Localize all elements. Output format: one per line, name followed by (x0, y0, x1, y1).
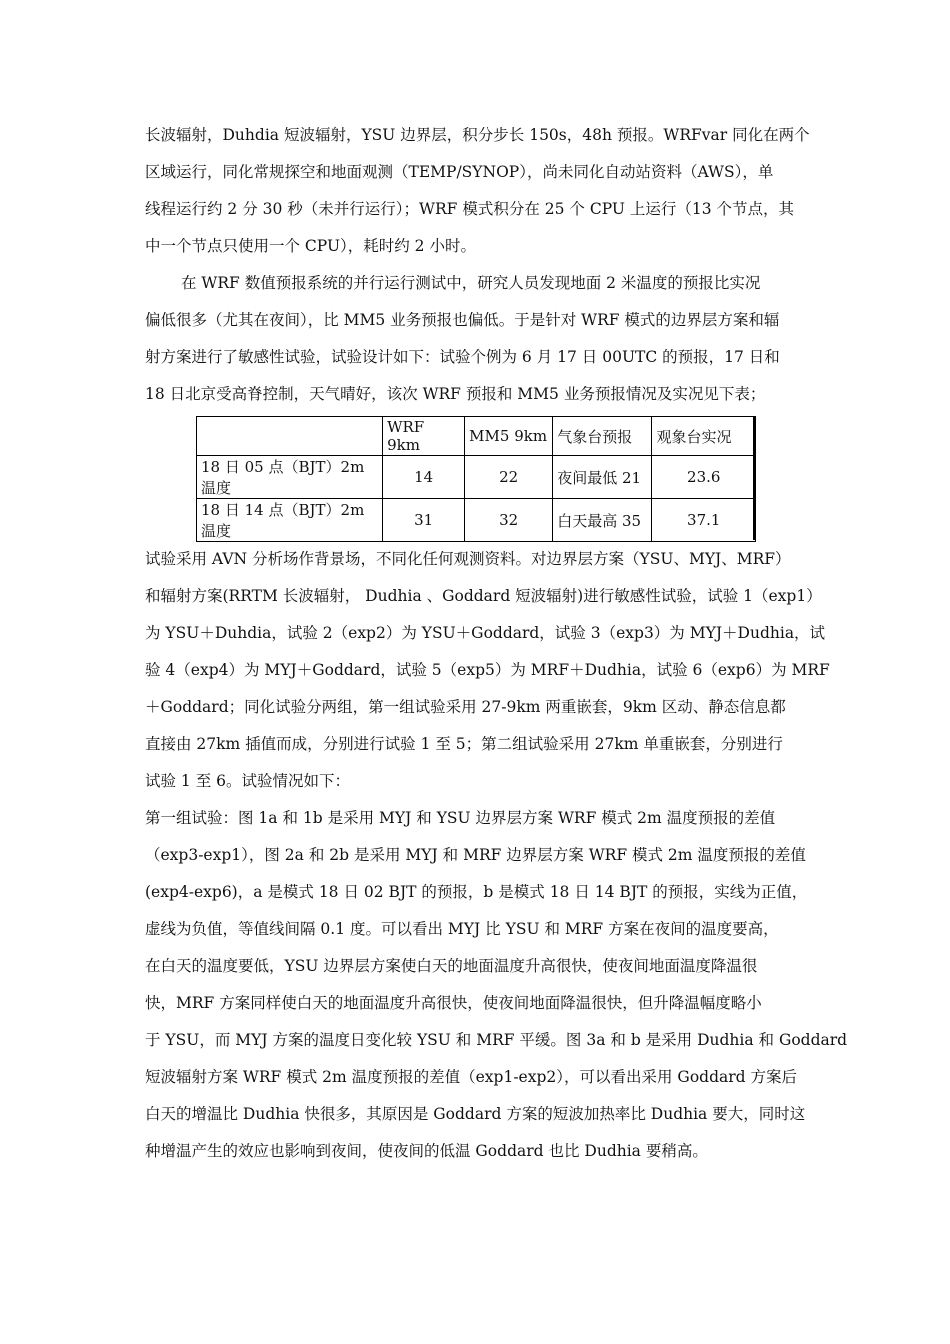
text-line: 试验采用 AVN 分析场作背景场，不同化任何观测资料。对边界层方案（YSU、MYJ、MRF） (145, 550, 791, 568)
text-line: 和辐射方案(RRTM 长波辐射， Dudhia 、Goddard 短波辐射)进行敏感性试验，试验 1（exp1） (145, 587, 822, 605)
text-line: 试验 1 至 6。试验情况如下： (145, 772, 351, 790)
table-row (197, 499, 756, 542)
table-cell: 18 日 14 点（BJT）2m 温度 (197, 499, 383, 542)
text-line: 验 4（exp4）为 MYJ＋Goddard，试验 5（exp5）为 MRF＋Dudhia，试验 6（exp6）为 MRF (145, 661, 830, 679)
table-header-cell: WRF 9km (383, 417, 465, 456)
table-cell: 32 (465, 499, 553, 542)
table-row (197, 456, 756, 499)
text-line: 射方案进行了敏感性试验，试验设计如下：试验个例为 6 月 17 日 00UTC 的预报，17 日和 (145, 348, 780, 366)
table-cell: 夜间最低 21 (553, 456, 652, 499)
table-cell: 18 日 05 点（BJT）2m 温度 (197, 456, 383, 499)
text-line: 在白天的温度要低，YSU 边界层方案使白天的地面温度升高很快，使夜间地面温度降温很 (145, 957, 758, 975)
table-cell: 14 (383, 456, 465, 499)
text-line: 种增温产生的效应也影响到夜间，使夜间的低温 Goddard 也比 Dudhia 要稍高。 (145, 1142, 708, 1160)
forecast-comparison-table (196, 416, 756, 542)
text-line: 区域运行，同化常规探空和地面观测（TEMP/SYNOP），尚未同化自动站资料（AWS），单 (145, 163, 774, 181)
table-cell: 37.1 (652, 499, 756, 542)
text-line: (exp4-exp6)，a 是模式 18 日 02 BJT 的预报，b 是模式 18 日 14 BJT 的预报，实线为正值， (145, 883, 808, 901)
text-line: 18 日北京受高脊控制，天气晴好，该次 WRF 预报和 MM5 业务预报情况及实况见下表； (145, 385, 766, 403)
text-line: 虚线为负值，等值线间隔 0.1 度。可以看出 MYJ 比 YSU 和 MRF 方案在夜间的温度要高， (145, 920, 779, 938)
table-header-cell: 气象台预报 (553, 417, 652, 456)
text-line: 于 YSU，而 MYJ 方案的温度日变化较 YSU 和 MRF 平缓。图 3a 和 b 是采用 Dudhia 和 Goddard (145, 1031, 848, 1049)
text-line: ＋Goddard；同化试验分两组，第一组试验采用 27-9km 两重嵌套，9km 区动、静态信息都 (145, 698, 786, 716)
text-line: 白天的增温比 Dudhia 快很多，其原因是 Goddard 方案的短波加热率比 Dudhia 要大，同时这 (145, 1105, 806, 1123)
text-line: 中一个节点只使用一个 CPU），耗时约 2 小时。 (145, 237, 476, 255)
table-cell: 白天最高 35 (553, 499, 652, 542)
text-line: 短波辐射方案 WRF 模式 2m 温度预报的差值（exp1-exp2），可以看出采用 Goddard 方案后 (145, 1068, 797, 1086)
table-header-cell (197, 417, 383, 456)
text-line: 长波辐射，Duhdia 短波辐射，YSU 边界层，积分步长 150s，48h 预报。WRFvar 同化在两个 (145, 126, 810, 144)
table-header-cell: MM5 9km (465, 417, 553, 456)
text-line: 为 YSU＋Duhdia，试验 2（exp2）为 YSU＋Goddard，试验 3（exp3）为 MYJ＋Dudhia，试 (145, 624, 826, 642)
text-line: 偏低很多（尤其在夜间），比 MM5 业务预报也偏低。于是针对 WRF 模式的边界层方案和辐 (145, 311, 780, 329)
table-header-row (197, 417, 756, 456)
table-border-double (753, 416, 755, 540)
text-line: 在 WRF 数值预报系统的并行运行测试中，研究人员发现地面 2 米温度的预报比实况 (181, 274, 761, 292)
text-line: 线程运行约 2 分 30 秒（未并行运行）；WRF 模式积分在 25 个 CPU 上运行（13 个节点，其 (145, 200, 794, 218)
text-line: 直接由 27km 插值而成，分别进行试验 1 至 5；第二组试验采用 27km 单重嵌套，分别进行 (145, 735, 783, 753)
text-line: 第一组试验：图 1a 和 1b 是采用 MYJ 和 YSU 边界层方案 WRF 模式 2m 温度预报的差值 (145, 809, 776, 827)
table-cell: 22 (465, 456, 553, 499)
table-cell: 23.6 (652, 456, 756, 499)
table-header-cell: 观象台实况 (652, 417, 756, 456)
text-line: 快，MRF 方案同样使白天的地面温度升高很快，使夜间地面降温很快，但升降温幅度略小 (145, 994, 762, 1012)
table-cell: 31 (383, 499, 465, 542)
text-line: （exp3-exp1），图 2a 和 2b 是采用 MYJ 和 MRF 边界层方案 WRF 模式 2m 温度预报的差值 (145, 846, 806, 864)
